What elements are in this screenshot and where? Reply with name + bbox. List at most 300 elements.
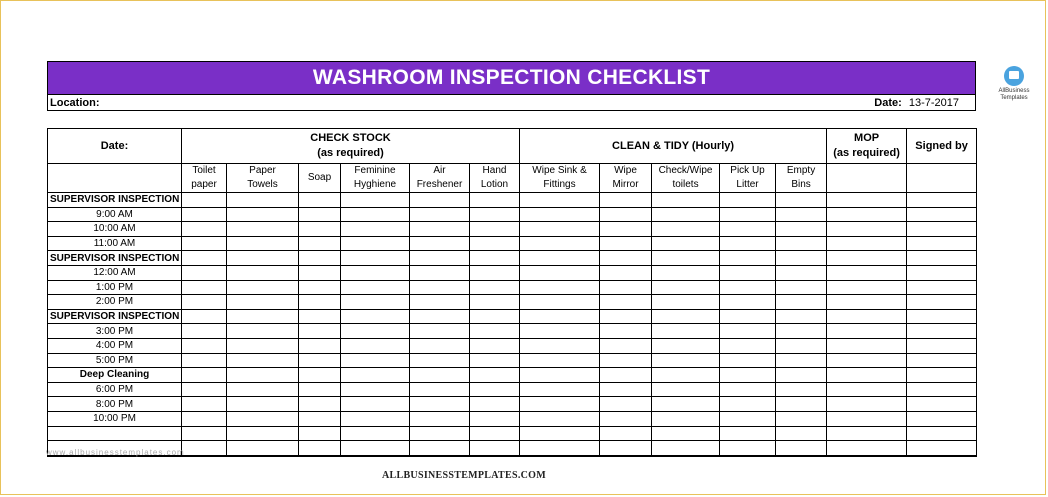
checklist-cell[interactable] (652, 397, 720, 412)
checklist-cell[interactable] (652, 193, 720, 208)
footer-text: ALLBUSINESSTEMPLATES.COM (382, 470, 546, 481)
checklist-cell[interactable] (410, 222, 470, 237)
checklist-cell[interactable] (470, 236, 520, 251)
checklist-cell[interactable] (299, 324, 341, 339)
checklist-cell[interactable] (520, 397, 600, 412)
checklist-cell[interactable] (652, 265, 720, 280)
subheader-cell (410, 164, 470, 193)
checklist-cell[interactable] (907, 251, 977, 266)
checklist-cell[interactable] (520, 265, 600, 280)
checklist-cell[interactable] (600, 338, 652, 353)
checklist-cell[interactable] (720, 295, 776, 310)
subheader-cell (299, 164, 341, 193)
checklist-cell[interactable] (470, 295, 520, 310)
table-row (48, 309, 977, 324)
date-field (874, 97, 959, 109)
row-label: SUPERVISOR INSPECTION (48, 193, 182, 208)
checklist-cell[interactable] (720, 309, 776, 324)
checklist-cell[interactable] (182, 397, 227, 412)
checklist-cell[interactable] (520, 207, 600, 222)
checklist-cell[interactable] (520, 280, 600, 295)
checklist-cell[interactable] (600, 193, 652, 208)
checklist-cell[interactable] (776, 338, 827, 353)
table-row (48, 382, 977, 397)
checklist-cell[interactable] (410, 295, 470, 310)
checklist-cell[interactable] (652, 368, 720, 383)
checklist-cell[interactable] (720, 382, 776, 397)
checklist-table (47, 128, 977, 457)
checklist-cell[interactable] (227, 368, 299, 383)
checklist-cell[interactable] (341, 236, 410, 251)
checklist-cell[interactable] (907, 411, 977, 426)
table-row (48, 265, 977, 280)
checklist-cell[interactable] (299, 382, 341, 397)
checklist-cell[interactable] (470, 309, 520, 324)
checklist-cell[interactable] (907, 193, 977, 208)
checklist-cell[interactable] (827, 309, 907, 324)
checklist-cell[interactable] (341, 382, 410, 397)
checklist-cell[interactable] (520, 222, 600, 237)
logo-text-line1: AllBusiness (998, 88, 1030, 94)
checklist-cell[interactable] (827, 324, 907, 339)
checklist-cell[interactable] (470, 353, 520, 368)
checklist-cell[interactable] (652, 295, 720, 310)
checklist-cell[interactable] (341, 368, 410, 383)
checklist-cell[interactable] (652, 309, 720, 324)
checklist-cell[interactable] (182, 441, 227, 456)
row-label (48, 426, 182, 441)
checklist-cell[interactable] (410, 353, 470, 368)
checklist-cell[interactable] (341, 309, 410, 324)
checklist-cell[interactable] (470, 222, 520, 237)
checklist-cell[interactable] (182, 222, 227, 237)
checklist-cell[interactable] (410, 193, 470, 208)
checklist-cell[interactable] (720, 368, 776, 383)
checklist-cell[interactable] (299, 353, 341, 368)
checklist-cell[interactable] (600, 353, 652, 368)
checklist-cell[interactable] (520, 193, 600, 208)
checklist-cell[interactable] (720, 338, 776, 353)
checklist-cell[interactable] (652, 382, 720, 397)
checklist-cell[interactable] (720, 207, 776, 222)
subheader-line: Fittings (543, 179, 576, 190)
checklist-cell[interactable] (182, 193, 227, 208)
checklist-cell[interactable] (652, 411, 720, 426)
checklist-cell[interactable] (227, 222, 299, 237)
checklist-cell[interactable] (520, 382, 600, 397)
mop-title: MOP (854, 132, 880, 144)
checklist-cell[interactable] (470, 397, 520, 412)
subheader-line: Litter (736, 179, 759, 190)
checklist-cell[interactable] (776, 222, 827, 237)
checklist-cell[interactable] (776, 309, 827, 324)
checklist-cell[interactable] (299, 411, 341, 426)
row-label: 3:00 PM (48, 324, 182, 339)
checklist-cell[interactable] (470, 411, 520, 426)
checklist-cell[interactable] (600, 280, 652, 295)
checklist-cell[interactable] (827, 265, 907, 280)
checklist-cell[interactable] (907, 353, 977, 368)
checklist-cell[interactable] (227, 411, 299, 426)
checklist-cell[interactable] (776, 368, 827, 383)
subheader-line: Wipe (614, 165, 637, 176)
rows-body (48, 193, 977, 456)
checklist-cell[interactable] (776, 280, 827, 295)
checklist-cell[interactable] (299, 251, 341, 266)
checklist-cell[interactable] (410, 441, 470, 456)
checklist-cell[interactable] (907, 222, 977, 237)
table-row (48, 207, 977, 222)
subheader-line: paper (191, 179, 217, 190)
checklist-cell[interactable] (907, 338, 977, 353)
checklist-cell[interactable] (470, 324, 520, 339)
checklist-cell[interactable] (652, 222, 720, 237)
checklist-cell[interactable] (600, 441, 652, 456)
checklist-cell[interactable] (720, 441, 776, 456)
checklist-cell[interactable] (182, 309, 227, 324)
checklist-cell[interactable] (182, 251, 227, 266)
subheader-cell (182, 164, 227, 193)
check-stock-title: CHECK STOCK (310, 132, 391, 144)
row-label: 5:00 PM (48, 353, 182, 368)
checklist-cell[interactable] (907, 426, 977, 441)
checklist-cell[interactable] (907, 265, 977, 280)
checklist-cell[interactable] (600, 236, 652, 251)
checklist-cell[interactable] (341, 193, 410, 208)
checklist-cell[interactable] (299, 222, 341, 237)
checklist-cell[interactable] (776, 251, 827, 266)
checklist-cell[interactable] (227, 309, 299, 324)
checklist-cell[interactable] (341, 338, 410, 353)
checklist-cell[interactable] (182, 368, 227, 383)
checklist-cell[interactable] (299, 397, 341, 412)
checklist-cell[interactable] (341, 441, 410, 456)
checklist-cell[interactable] (827, 426, 907, 441)
checklist-cell[interactable] (652, 338, 720, 353)
subheader-row (48, 164, 977, 193)
checklist-cell[interactable] (600, 368, 652, 383)
subheader-line: Lotion (480, 179, 509, 190)
subheader-line: Wipe Sink & (532, 165, 587, 176)
checklist-cell[interactable] (227, 338, 299, 353)
checklist-cell[interactable] (600, 411, 652, 426)
checklist-cell[interactable] (907, 309, 977, 324)
checklist-cell[interactable] (227, 236, 299, 251)
row-label: 11:00 AM (48, 236, 182, 251)
checklist-cell[interactable] (341, 426, 410, 441)
checklist-cell[interactable] (520, 353, 600, 368)
checklist-cell[interactable] (299, 309, 341, 324)
subheader-cell (652, 164, 720, 193)
checklist-cell[interactable] (907, 397, 977, 412)
checklist-cell[interactable] (720, 324, 776, 339)
checklist-cell[interactable] (907, 382, 977, 397)
checklist-cell[interactable] (520, 251, 600, 266)
checklist-cell[interactable] (227, 397, 299, 412)
checklist-cell[interactable] (652, 324, 720, 339)
checklist-cell[interactable] (776, 426, 827, 441)
checklist-cell[interactable] (341, 251, 410, 266)
checklist-cell[interactable] (410, 397, 470, 412)
checklist-cell[interactable] (470, 193, 520, 208)
row-label: 6:00 PM (48, 382, 182, 397)
checklist-cell[interactable] (520, 236, 600, 251)
checklist-cell[interactable] (470, 368, 520, 383)
checklist-cell[interactable] (470, 426, 520, 441)
checklist-cell[interactable] (827, 236, 907, 251)
checklist-cell[interactable] (652, 280, 720, 295)
checklist-cell[interactable] (907, 207, 977, 222)
subheader-line: Pick Up (730, 165, 765, 176)
checklist-cell[interactable] (410, 265, 470, 280)
checklist-cell[interactable] (720, 353, 776, 368)
checklist-cell[interactable] (299, 441, 341, 456)
row-label: 4:00 PM (48, 338, 182, 353)
checklist-cell[interactable] (907, 368, 977, 383)
checklist-cell[interactable] (227, 426, 299, 441)
table-row (48, 338, 977, 353)
checklist-cell[interactable] (470, 280, 520, 295)
checklist-cell[interactable] (776, 441, 827, 456)
checklist-cell[interactable] (600, 397, 652, 412)
checklist-cell[interactable] (470, 382, 520, 397)
checklist-cell[interactable] (720, 251, 776, 266)
checklist-cell[interactable] (652, 426, 720, 441)
checklist-cell[interactable] (227, 265, 299, 280)
checklist-cell[interactable] (776, 397, 827, 412)
checklist-cell[interactable] (341, 280, 410, 295)
checklist-cell[interactable] (652, 441, 720, 456)
checklist-cell[interactable] (600, 265, 652, 280)
subheader-cell (776, 164, 827, 193)
checklist-cell[interactable] (907, 441, 977, 456)
checklist-cell[interactable] (827, 441, 907, 456)
checklist-cell[interactable] (182, 207, 227, 222)
checklist-cell[interactable] (776, 236, 827, 251)
checklist-cell[interactable] (600, 426, 652, 441)
checklist-cell[interactable] (720, 222, 776, 237)
subheader-line: Hyghiene (353, 179, 397, 190)
signed-by-subheader-blank (907, 164, 977, 193)
check-stock-header (182, 129, 520, 164)
table-row (48, 426, 977, 441)
checklist-cell[interactable] (410, 368, 470, 383)
checklist-cell[interactable] (227, 193, 299, 208)
checklist-cell[interactable] (227, 353, 299, 368)
checklist-cell[interactable] (520, 338, 600, 353)
checklist-cell[interactable] (827, 353, 907, 368)
checklist-cell[interactable] (907, 280, 977, 295)
checklist-cell[interactable] (827, 295, 907, 310)
row-label: Deep Cleaning (48, 368, 182, 383)
subheader-line: Empty (786, 165, 816, 176)
checklist-cell[interactable] (341, 353, 410, 368)
checklist-cell[interactable] (470, 338, 520, 353)
checklist-cell[interactable] (776, 265, 827, 280)
row-label: SUPERVISOR INSPECTION (48, 251, 182, 266)
checklist-cell[interactable] (520, 411, 600, 426)
check-stock-subtitle: (as required) (317, 147, 384, 159)
checklist-cell[interactable] (299, 338, 341, 353)
checklist-cell[interactable] (470, 265, 520, 280)
checklist-cell[interactable] (470, 207, 520, 222)
checklist-cell[interactable] (299, 193, 341, 208)
checklist-cell[interactable] (520, 441, 600, 456)
checklist-cell[interactable] (227, 251, 299, 266)
checklist-cell[interactable] (520, 309, 600, 324)
row-label: SUPERVISOR INSPECTION (48, 309, 182, 324)
checklist-cell[interactable] (299, 207, 341, 222)
checklist-cell[interactable] (182, 324, 227, 339)
checklist-cell[interactable] (907, 236, 977, 251)
checklist-cell[interactable] (827, 382, 907, 397)
checklist-cell[interactable] (410, 382, 470, 397)
checklist-cell[interactable] (182, 265, 227, 280)
row-label: 9:00 AM (48, 207, 182, 222)
table-row (48, 251, 977, 266)
checklist-cell[interactable] (410, 280, 470, 295)
checklist-cell[interactable] (341, 411, 410, 426)
checklist-cell[interactable] (652, 251, 720, 266)
subheader-line: Feminine (354, 165, 396, 176)
checklist-cell[interactable] (827, 411, 907, 426)
checklist-cell[interactable] (907, 295, 977, 310)
checklist-cell[interactable] (652, 236, 720, 251)
logo-text (993, 88, 1035, 102)
checklist-cell[interactable] (827, 397, 907, 412)
checklist-cell[interactable] (410, 426, 470, 441)
checklist-cell[interactable] (299, 236, 341, 251)
checklist-cell[interactable] (182, 353, 227, 368)
checklist-cell[interactable] (776, 324, 827, 339)
subheader-cell (227, 164, 299, 193)
checklist-cell[interactable] (827, 251, 907, 266)
checklist-cell[interactable] (410, 411, 470, 426)
checklist-cell[interactable] (299, 280, 341, 295)
checklist-cell[interactable] (720, 397, 776, 412)
checklist-cell[interactable] (227, 441, 299, 456)
row-label: 2:00 PM (48, 295, 182, 310)
checklist-cell[interactable] (341, 324, 410, 339)
checklist-cell[interactable] (827, 280, 907, 295)
checklist-cell[interactable] (652, 353, 720, 368)
checklist-cell[interactable] (600, 222, 652, 237)
checklist-cell[interactable] (520, 426, 600, 441)
checklist-cell[interactable] (227, 382, 299, 397)
checklist-cell[interactable] (182, 236, 227, 251)
checklist-cell[interactable] (720, 280, 776, 295)
checklist-cell[interactable] (182, 295, 227, 310)
checklist-cell[interactable] (341, 265, 410, 280)
title-box (47, 61, 976, 111)
table-row (48, 324, 977, 339)
checklist-cell[interactable] (720, 426, 776, 441)
checklist-cell[interactable] (600, 251, 652, 266)
checklist-cell[interactable] (227, 280, 299, 295)
checklist-cell[interactable] (776, 193, 827, 208)
checklist-cell[interactable] (827, 207, 907, 222)
checklist-cell[interactable] (182, 426, 227, 441)
checklist-cell[interactable] (907, 324, 977, 339)
checklist-cell[interactable] (227, 295, 299, 310)
checklist-cell[interactable] (182, 382, 227, 397)
header-row (48, 129, 977, 164)
checklist-cell[interactable] (227, 207, 299, 222)
table-row (48, 236, 977, 251)
checklist-cell[interactable] (827, 222, 907, 237)
checklist-cell[interactable] (182, 338, 227, 353)
checklist-cell[interactable] (299, 265, 341, 280)
subheader-cell (520, 164, 600, 193)
checklist-cell[interactable] (827, 368, 907, 383)
table-row (48, 411, 977, 426)
checklist-cell[interactable] (520, 295, 600, 310)
checklist-cell[interactable] (299, 368, 341, 383)
checklist-cell[interactable] (776, 295, 827, 310)
date-value: 13-7-2017 (908, 97, 959, 109)
checklist-cell[interactable] (776, 411, 827, 426)
checklist-cell[interactable] (299, 426, 341, 441)
checklist-cell[interactable] (600, 207, 652, 222)
checklist-cell[interactable] (470, 251, 520, 266)
checklist-cell[interactable] (410, 338, 470, 353)
table-row (48, 280, 977, 295)
checklist-cell[interactable] (827, 338, 907, 353)
checklist-cell[interactable] (776, 382, 827, 397)
subheader-line: Air (433, 165, 446, 176)
checklist-cell[interactable] (520, 368, 600, 383)
checklist-cell[interactable] (182, 411, 227, 426)
table-row (48, 353, 977, 368)
checklist-cell[interactable] (520, 324, 600, 339)
checklist-cell[interactable] (600, 324, 652, 339)
checklist-cell[interactable] (652, 207, 720, 222)
subheader-cell (720, 164, 776, 193)
table-row (48, 222, 977, 237)
checklist-cell[interactable] (410, 324, 470, 339)
checklist-cell[interactable] (341, 397, 410, 412)
mop-subheader-blank (827, 164, 907, 193)
row-label: 10:00 AM (48, 222, 182, 237)
checklist-cell[interactable] (227, 324, 299, 339)
table-row (48, 368, 977, 383)
checklist-cell[interactable] (410, 309, 470, 324)
checklist-cell[interactable] (600, 382, 652, 397)
checklist-cell[interactable] (720, 411, 776, 426)
checklist-cell[interactable] (341, 207, 410, 222)
checklist-cell[interactable] (410, 207, 470, 222)
watermark: www.allbusinesstemplates.com (46, 448, 185, 457)
checklist-cell[interactable] (720, 236, 776, 251)
checklist-cell[interactable] (827, 193, 907, 208)
checklist-cell[interactable] (470, 441, 520, 456)
checklist-cell[interactable] (341, 295, 410, 310)
checklist-cell[interactable] (410, 236, 470, 251)
checklist-cell[interactable] (600, 295, 652, 310)
checklist-cell[interactable] (720, 193, 776, 208)
checklist-cell[interactable] (776, 353, 827, 368)
table-row (48, 397, 977, 412)
checklist-cell[interactable] (182, 280, 227, 295)
checklist-cell[interactable] (341, 222, 410, 237)
mop-subtitle: (as required) (833, 147, 900, 159)
checklist-cell[interactable] (410, 251, 470, 266)
checklist-cell[interactable] (600, 309, 652, 324)
checklist-cell[interactable] (776, 207, 827, 222)
subheader-line: Hand (482, 165, 507, 176)
checklist-cell[interactable] (299, 295, 341, 310)
checklist-cell[interactable] (720, 265, 776, 280)
